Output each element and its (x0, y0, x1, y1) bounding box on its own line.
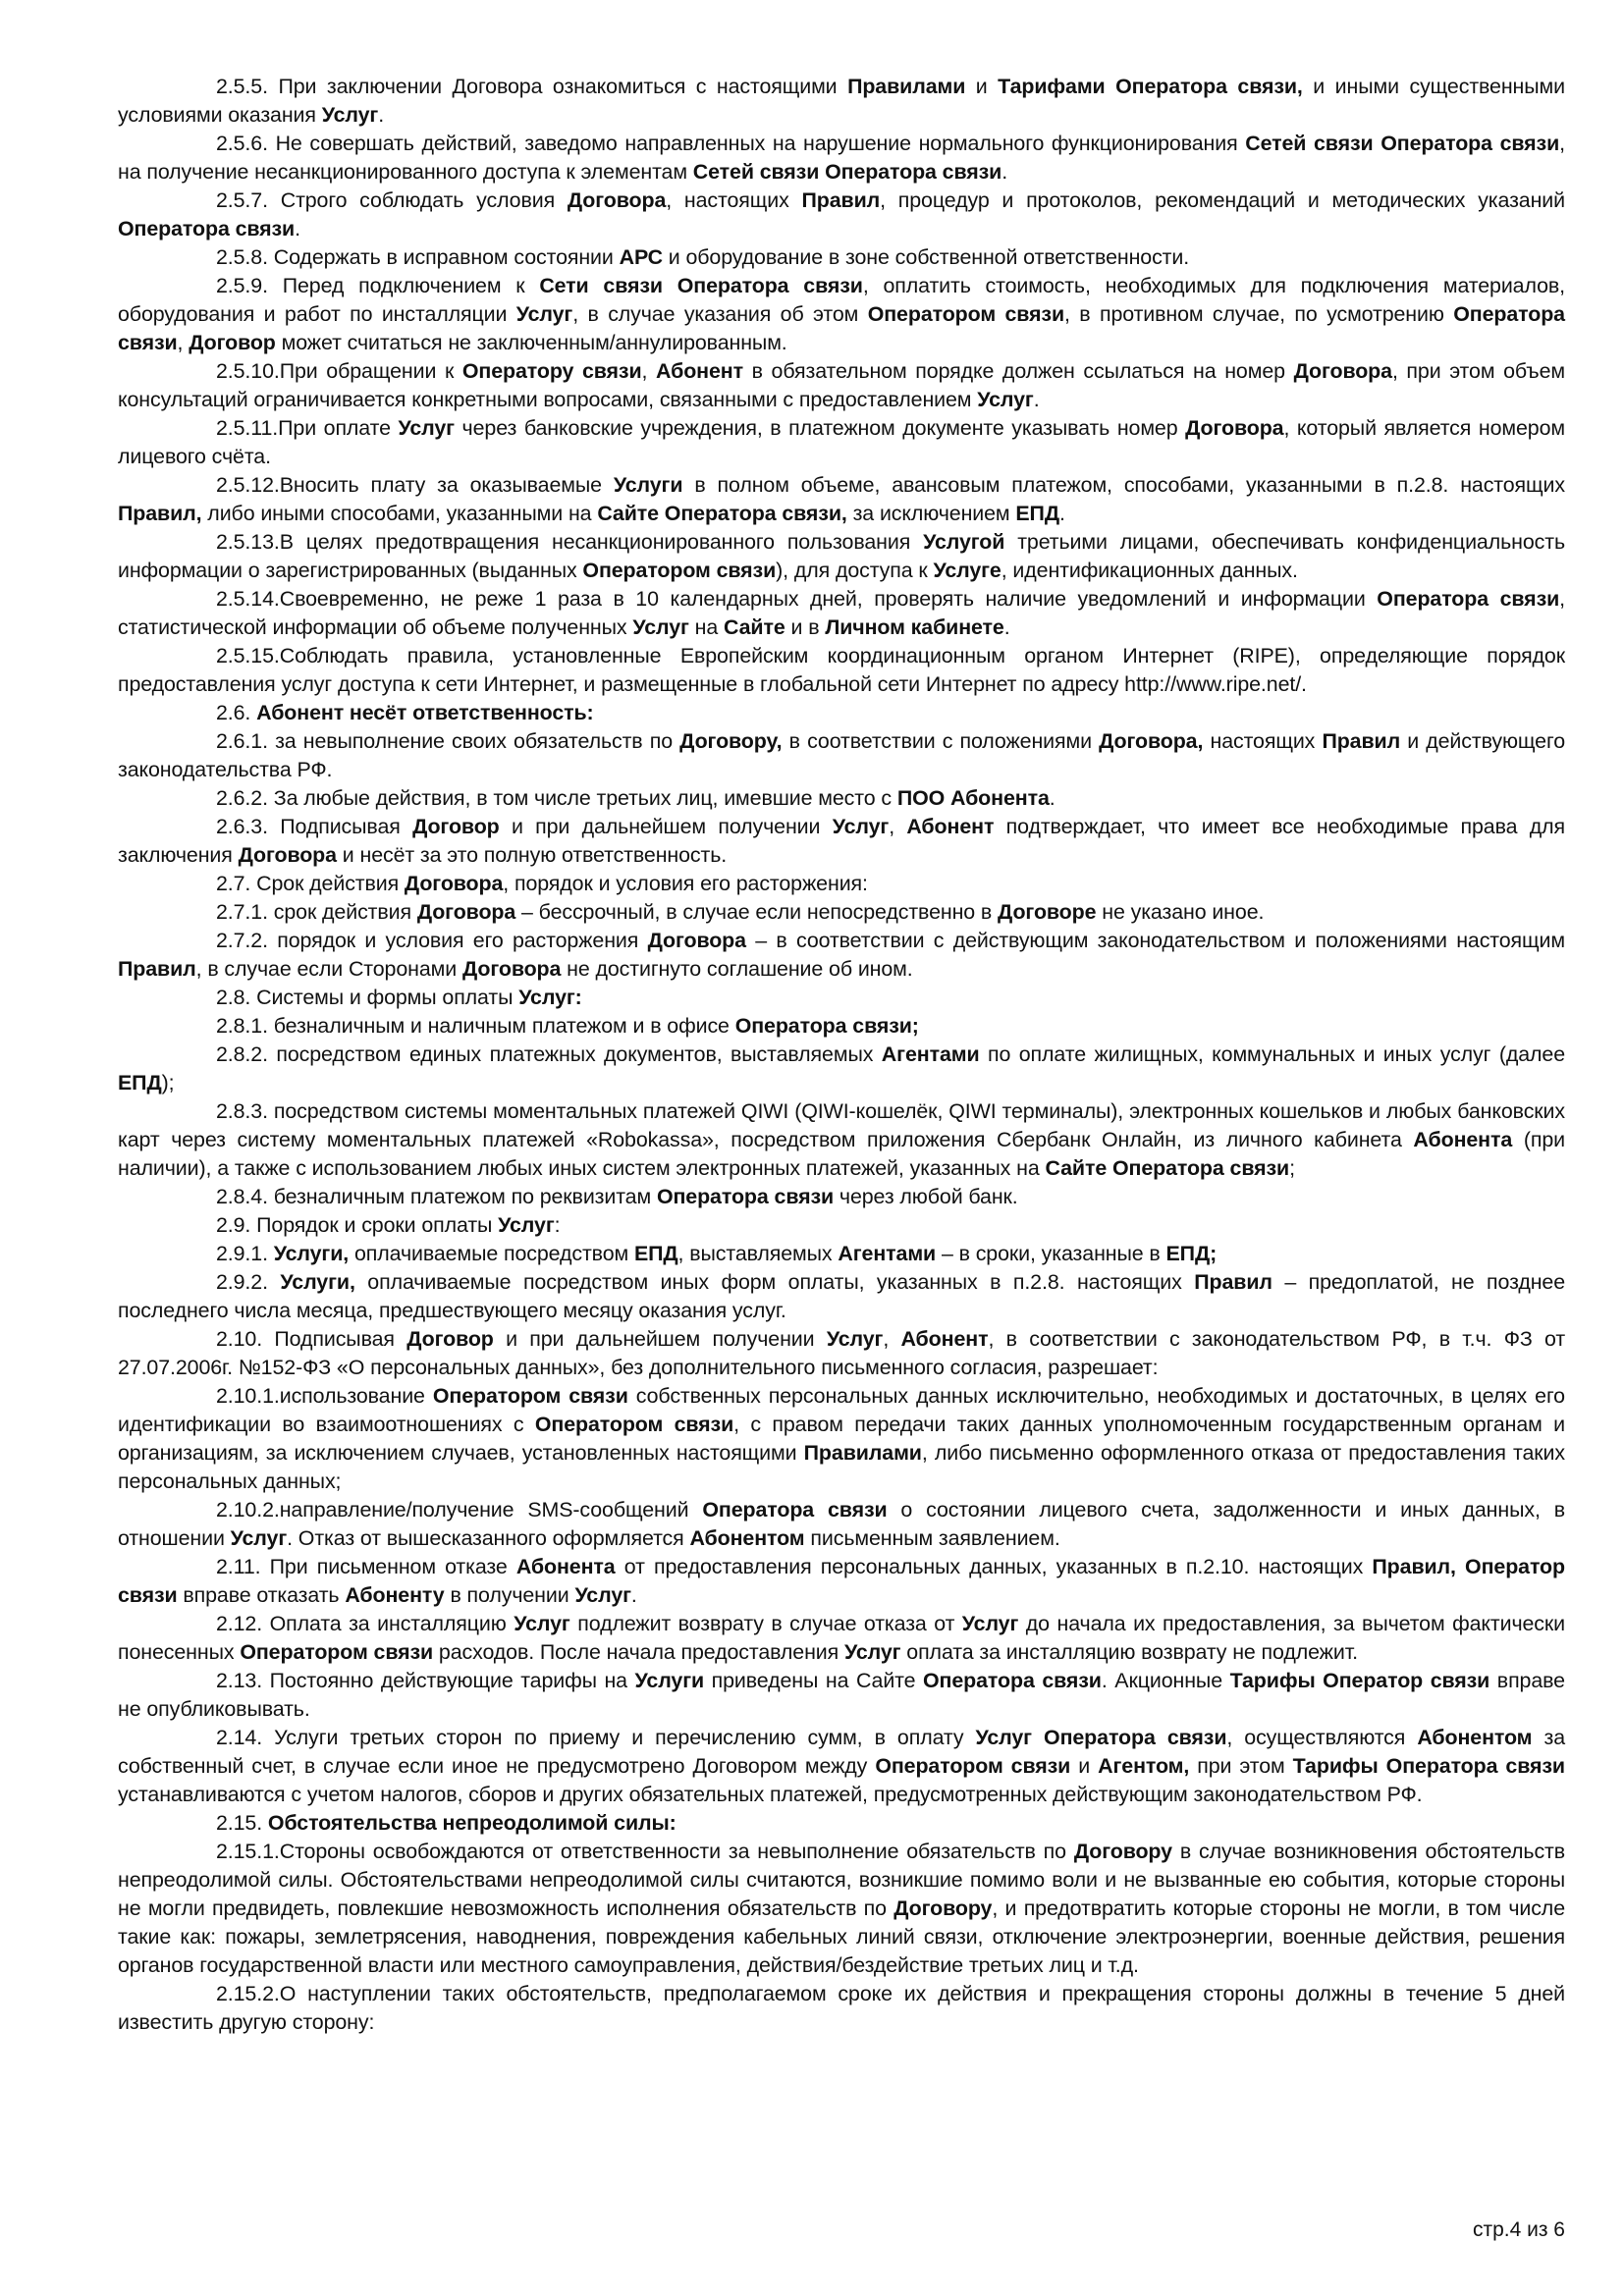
text-run: , настоящих (666, 188, 802, 212)
bold-term: Оператором связи (432, 1384, 628, 1408)
document-body (118, 73, 1565, 2037)
bold-term: Оператора связи (118, 302, 1565, 354)
text-run: 2.5.14.Своевременно, не реже 1 раза в 10 календарных дней, проверять наличие уведомлений и информации (216, 587, 1378, 611)
bold-term: Услуг (321, 103, 379, 127)
text-run: , на получение несанкционированного доступа к элементам (118, 132, 1565, 184)
bold-term: Абонент (656, 359, 743, 383)
bold-term: Услуг (826, 1327, 884, 1351)
bold-term: Сайте (724, 615, 785, 639)
paragraph (118, 1496, 1565, 1553)
paragraph (118, 1240, 1565, 1268)
bold-term: Оператору связи (461, 359, 642, 383)
paragraph (118, 528, 1565, 585)
bold-term: Оператором связи (582, 559, 777, 582)
paragraph (118, 1724, 1565, 1809)
text-run: . (1049, 786, 1056, 810)
text-run: 2.8.1. безналичным и наличным платежом и в офисе (216, 1014, 735, 1038)
bold-term: Оператором связи (867, 302, 1065, 326)
bold-term: Договору (893, 1896, 993, 1920)
text-run: и (965, 75, 999, 98)
paragraph (118, 1268, 1565, 1325)
paragraph (118, 1097, 1565, 1183)
text-run: 2.9. Порядок и сроки оплаты (216, 1213, 499, 1237)
text-run: не указано иное. (1096, 900, 1265, 924)
bold-term: Личном кабинете (825, 615, 1004, 639)
bold-term: Услуги (634, 1669, 705, 1692)
text-run: , в случае если Сторонами (195, 957, 462, 981)
paragraph (118, 1553, 1565, 1610)
text-run: . (1003, 615, 1010, 639)
text-run: 2.8. Системы и формы оплаты (216, 986, 519, 1009)
paragraph (118, 1325, 1565, 1382)
text-run: 2.5.5. При заключении Договора ознакомиться с настоящими (216, 75, 848, 98)
text-run: ); (161, 1071, 175, 1095)
bold-term: Услуг (574, 1583, 631, 1607)
bold-term: Обстоятельства непреодолимой силы: (267, 1811, 677, 1835)
text-run: – в соответствии с действующим законодательством и положениями настоящим (745, 929, 1565, 952)
bold-term: Абонент (906, 815, 995, 838)
text-run: – бессрочный, в случае если непосредственно в (515, 900, 999, 924)
bold-term: Абонент (900, 1327, 989, 1351)
text-run: вправе не опубликовывать. (118, 1669, 1565, 1721)
paragraph (118, 471, 1565, 528)
bold-term: Договора (1293, 359, 1392, 383)
text-run: 2.7. Срок действия (216, 872, 405, 895)
text-run: , и предотвратить которые стороны не могли, в том числе такие как: пожары, землетрясения, наводнения, повреждения кабельных линий связи, отключение электроэнергии, военные действия, решения органов государственной власти или местного самоуправления, действия/бездействие третьих лиц и т.д. (118, 1896, 1565, 1977)
text-run: , порядок и условия его расторжения: (503, 872, 868, 895)
text-run: 2.9.2. (216, 1270, 281, 1294)
text-run: , идентификационных данных. (1001, 559, 1298, 582)
paragraph (118, 1809, 1565, 1838)
bold-term: Агентами (881, 1042, 980, 1066)
paragraph (118, 699, 1565, 727)
text-run: – в сроки, указанные в (936, 1242, 1166, 1265)
text-run: . (1001, 160, 1008, 184)
text-run: , осуществляются (1226, 1726, 1418, 1749)
text-run: собственных персональных данных исключительно, необходимых и достаточных, в целях его идентификации во взаимоотношениях с (118, 1384, 1565, 1436)
text-run: оплата за инсталляцию возврату не подлежит. (900, 1640, 1358, 1664)
bold-term: Абонента (515, 1555, 616, 1578)
paragraph (118, 642, 1565, 699)
bold-term: Услуг: (518, 986, 582, 1009)
text-run: , (889, 815, 907, 838)
text-run: подлежит возврату в случае отказа от (569, 1612, 962, 1635)
bold-term: Оператора связи (1377, 587, 1560, 611)
text-run: 2.15.1.Стороны освобождаются от ответственности за невыполнение обязательств по (216, 1840, 1074, 1863)
page-number: стр.4 из 6 (1472, 2218, 1565, 2241)
bold-term: Абонентом (689, 1526, 805, 1550)
text-run: 2.8.3. посредством системы моментальных платежей QIWI (QIWI-кошелёк, QIWI терминалы), электронных кошельков и любых банковских карт через систему моментальных платежей «Robokassa», посредством приложения Сбербанк Онлайн, из личного кабинета (118, 1099, 1565, 1151)
text-run: до начала их предоставления, за вычетом фактически понесенных (118, 1612, 1565, 1664)
text-run: либо иными способами, указанными на (201, 502, 598, 525)
paragraph (118, 1183, 1565, 1211)
bold-term: Услугой (923, 530, 1005, 554)
text-run: в полном объеме, авансовым платежом, способами, указанными в п.2.8. настоящих (682, 473, 1565, 497)
paragraph (118, 727, 1565, 784)
bold-term: Правил (118, 957, 196, 981)
bold-term: Услуг (515, 302, 573, 326)
text-run: 2.6. (216, 701, 257, 724)
text-run: о состоянии лицевого счета, задолженности и иных данных, в отношении (118, 1498, 1565, 1550)
bold-term: Оператором связи (875, 1754, 1071, 1778)
text-run: и действующего законодательства РФ. (118, 729, 1565, 781)
bold-term: Услуг (977, 388, 1034, 411)
bold-term: ЕПД; (1165, 1242, 1218, 1265)
text-run: . (1033, 388, 1040, 411)
paragraph (118, 1610, 1565, 1667)
paragraph (118, 414, 1565, 471)
text-run: – предоплатой, не позднее последнего числа месяца, предшествующего месяцу оказания услуг. (118, 1270, 1566, 1322)
bold-term: Правилами (847, 75, 966, 98)
bold-term: Оператором связи (534, 1413, 734, 1436)
text-run: при этом (1189, 1754, 1293, 1778)
paragraph (118, 187, 1565, 243)
bold-term: ПОО Абонента (896, 786, 1050, 810)
bold-term: АРС (619, 245, 663, 269)
text-run: , (883, 1327, 901, 1351)
paragraph (118, 73, 1565, 130)
bold-term: Договора (567, 188, 667, 212)
text-run: 2.15. (216, 1811, 268, 1835)
text-run: и (1070, 1754, 1099, 1778)
text-run: не достигнуто соглашение об ином. (561, 957, 913, 981)
text-run: , с правом передачи таких данных уполномоченным государственным органам и организациям, за исключением случаев, установленных настоящими (118, 1413, 1565, 1465)
paragraph (118, 870, 1565, 898)
bold-term: Договора (1185, 416, 1284, 440)
text-run: . (630, 1583, 637, 1607)
text-run: , в случае указания об этом (572, 302, 868, 326)
bold-term: Сетей связи Оператора связи (692, 160, 1002, 184)
text-run: 2.12. Оплата за инсталляцию (216, 1612, 514, 1635)
text-run: вправе отказать (177, 1583, 346, 1607)
bold-term: Договор (189, 331, 276, 354)
text-run: ; (1289, 1156, 1295, 1180)
paragraph (118, 1980, 1565, 2037)
paragraph (118, 898, 1565, 927)
text-run: , статистической информации об объеме полученных (118, 587, 1565, 639)
bold-term: Абонент несёт ответственность: (256, 701, 594, 724)
bold-term: Договору (1073, 1840, 1172, 1863)
text-run: 2.9.1. (216, 1242, 274, 1265)
text-run: , либо письменно оформленного отказа от предоставления таких персональных данных; (118, 1441, 1565, 1493)
text-run: 2.5.10.При обращении к (216, 359, 462, 383)
bold-term: Оператора связи (702, 1498, 888, 1522)
bold-term: Абоненту (345, 1583, 445, 1607)
text-run: , в соответствии с законодательством РФ, в т.ч. ФЗ от 27.07.2006г. №152-ФЗ «О персональных данных», без дополнительного письменного согласия, разрешает: (118, 1327, 1566, 1379)
paragraph (118, 357, 1565, 414)
bold-term: Договора (416, 900, 516, 924)
text-run: 2.14. Услуги третьих сторон по приему и перечислению сумм, в оплату (216, 1726, 976, 1749)
text-run: 2.5.13.В целях предотвращения несанкционированного пользования (216, 530, 924, 554)
text-run: в обязательном порядке должен ссылаться на номер (742, 359, 1294, 383)
text-run: 2.7.1. срок действия (216, 900, 417, 924)
text-run: по оплате жилищных, коммунальных и иных услуг (далее (979, 1042, 1565, 1066)
bold-term: Правил, (118, 502, 202, 525)
bold-term: Услуг (398, 416, 455, 440)
text-run: 2.5.6. Не совершать действий, заведомо направленных на нарушение нормального функционирования (216, 132, 1246, 155)
text-run: , который является номером лицевого счёта. (118, 416, 1565, 468)
paragraph (118, 927, 1565, 984)
bold-term: Оператора связи (118, 217, 296, 240)
text-run: , (177, 331, 189, 354)
bold-term: Услуги, (273, 1242, 350, 1265)
text-run: в соответствии с положениями (782, 729, 1100, 753)
paragraph (118, 130, 1565, 187)
text-run: 2.10.2.направление/получение SMS-сообщений (216, 1498, 703, 1522)
paragraph (118, 1041, 1565, 1097)
bold-term: Правил, Оператор связи (118, 1555, 1565, 1607)
bold-term: Услуг (498, 1213, 555, 1237)
bold-term: Тарифами Оператора связи, (998, 75, 1303, 98)
text-run: и при дальнейшем получении (493, 1327, 827, 1351)
bold-term: Тарифы Оператора связи (1292, 1754, 1565, 1778)
paragraph (118, 1667, 1565, 1724)
text-run: 2.10.1.использование (216, 1384, 433, 1408)
text-run: 2.5.11.При оплате (216, 416, 399, 440)
bold-term: Агентами (838, 1242, 937, 1265)
text-run: в случае возникновения обстоятельств непреодолимой силы. Обстоятельствами непреодолимой силы считаются, возникшие помимо воли и не вызванные ею события, которые стороны не могли предвидеть, повлекшие невозможность исполнения обязательств по (118, 1840, 1566, 1920)
bold-term: Договоре (998, 900, 1097, 924)
text-run: ), для доступа к (776, 559, 934, 582)
paragraph (118, 813, 1565, 870)
paragraph (118, 784, 1565, 813)
text-run: и оборудование в зоне собственной ответственности. (662, 245, 1190, 269)
text-run: оплачиваемые посредством (349, 1242, 634, 1265)
text-run: . Акционные (1101, 1669, 1230, 1692)
text-run: в получении (444, 1583, 575, 1607)
text-run: расходов. После начала предоставления (433, 1640, 844, 1664)
bold-term: Правил (801, 188, 881, 212)
bold-term: Договора (404, 872, 504, 895)
bold-term: ЕПД (633, 1242, 678, 1265)
bold-term: Договор (406, 1327, 494, 1351)
text-run: и иными существенными условиями оказания (118, 75, 1565, 127)
text-run: , (641, 359, 657, 383)
text-run: приведены на Сайте (704, 1669, 924, 1692)
text-run: 2.10. Подписывая (216, 1327, 407, 1351)
text-run: 2.8.2. посредством единых платежных документов, выставляемых (216, 1042, 882, 1066)
bold-term: Агентом, (1098, 1754, 1190, 1778)
text-run: от предоставления персональных данных, указанных в п.2.10. настоящих (615, 1555, 1373, 1578)
text-run: оплачиваемые посредством иных форм оплаты, указанных в п.2.8. настоящих (354, 1270, 1195, 1294)
text-run: 2.5.15.Соблюдать правила, установленные Европейским координационным органом Интернет (RIPE), определяющие порядок предоставления услуг доступа к сети Интернет, и размещенные в глобальной сети Интернет по адресу http://www.ripe.net/. (118, 644, 1565, 696)
text-run: 2.6.1. за невыполнение своих обязательств по (216, 729, 680, 753)
bold-term: Услуге (933, 559, 1001, 582)
bold-term: Правил (1194, 1270, 1272, 1294)
paragraph (118, 1838, 1565, 1980)
text-run: 2.6.3. Подписывая (216, 815, 413, 838)
text-run: 2.5.12.Вносить плату за оказываемые (216, 473, 614, 497)
bold-term: Договор (412, 815, 500, 838)
text-run: . (1058, 502, 1065, 525)
text-run: . Отказ от вышесказанного оформляется (287, 1526, 690, 1550)
bold-term: Сайте Оператора связи (1045, 1156, 1290, 1180)
bold-term: Сайте Оператора связи, (597, 502, 847, 525)
bold-term: Услуг (832, 815, 890, 838)
text-run: за собственный счет, в случае если иное не предусмотрено Договором между (118, 1726, 1565, 1778)
bold-term: Услуг (843, 1640, 901, 1664)
text-run: 2.5.7. Строго соблюдать условия (216, 188, 568, 212)
bold-term: Сети связи Оператора связи (539, 274, 863, 297)
bold-term: Услуг (514, 1612, 570, 1635)
bold-term: Абонента (1413, 1128, 1513, 1151)
bold-term: Услуг (961, 1612, 1019, 1635)
text-run: 2.5.9. Перед подключением к (216, 274, 540, 297)
bold-term: Оператора связи (656, 1185, 835, 1208)
bold-term: Правилами (803, 1441, 922, 1465)
bold-term: ЕПД (118, 1071, 162, 1095)
paragraph (118, 585, 1565, 642)
bold-term: ЕПД (1015, 502, 1059, 525)
text-run: 2.13. Постоянно действующие тарифы на (216, 1669, 635, 1692)
text-run: 2.6.2. За любые действия, в том числе третьих лиц, имевшие место с (216, 786, 897, 810)
bold-term: Договора, (1099, 729, 1204, 753)
text-run: 2.8.4. безналичным платежом по реквизитам (216, 1185, 657, 1208)
text-run: и при дальнейшем получении (499, 815, 833, 838)
text-run: настоящих (1203, 729, 1323, 753)
text-run: за исключением (846, 502, 1016, 525)
bold-term: Услуги, (280, 1270, 355, 1294)
bold-term: Сетей связи Оператора связи (1245, 132, 1560, 155)
bold-term: Абонентом (1417, 1726, 1533, 1749)
text-run: , в противном случае, по усмотрению (1064, 302, 1454, 326)
paragraph (118, 243, 1565, 272)
text-run: 2.15.2.О наступлении таких обстоятельств, предполагаемом сроке их действия и прекращения стороны должны в течение 5 дней известить другую сторону: (118, 1982, 1565, 2034)
text-run: может считаться не заключенным/аннулированным. (275, 331, 787, 354)
paragraph (118, 1211, 1565, 1240)
text-run: на (688, 615, 725, 639)
text-run: и в (785, 615, 826, 639)
text-run: , процедур и протоколов, рекомендаций и методических указаний (880, 188, 1565, 212)
paragraph (118, 1012, 1565, 1041)
bold-term: Оператора связи (923, 1669, 1102, 1692)
bold-term: Услуг Оператора связи (975, 1726, 1227, 1749)
text-run: , при этом объем консультаций ограничивается конкретными вопросами, связанными с предоставлением (118, 359, 1565, 411)
bold-term: Договора (461, 957, 562, 981)
bold-term: Правил (1322, 729, 1401, 753)
text-run: , оплатить стоимость, необходимых для подключения материалов, оборудования и работ по инсталляции (118, 274, 1565, 326)
text-run: через любой банк. (834, 1185, 1018, 1208)
text-run: 2.5.8. Содержать в исправном состоянии (216, 245, 620, 269)
paragraph (118, 1382, 1565, 1496)
paragraph (118, 272, 1565, 357)
bold-term: Оператором связи (240, 1640, 434, 1664)
text-run: , выставляемых (677, 1242, 839, 1265)
bold-term: Оператора связи; (734, 1014, 919, 1038)
text-run: . (378, 103, 385, 127)
bold-term: Договору, (679, 729, 783, 753)
text-run: . (295, 217, 300, 240)
text-run: через банковские учреждения, в платежном документе указывать номер (454, 416, 1186, 440)
text-run: и несёт за это полную ответственность. (336, 843, 728, 867)
text-run: устанавливаются с учетом налогов, сборов и других обязательных платежей, предусмотренных действующим законодательством РФ. (118, 1783, 1423, 1806)
text-run: (при наличии), а также с использованием любых иных систем электронных платежей, указанных на (118, 1128, 1565, 1180)
text-run: третьими лицами, обеспечивать конфиденциальность информации о зарегистрированных (выданных (118, 530, 1565, 582)
text-run: : (554, 1213, 561, 1237)
text-run: письменным заявлением. (804, 1526, 1060, 1550)
bold-term: Услуг (230, 1526, 288, 1550)
text-run: 2.11. При письменном отказе (216, 1555, 516, 1578)
paragraph (118, 984, 1565, 1012)
bold-term: Тарифы Оператор связи (1229, 1669, 1490, 1692)
bold-term: Услуги (613, 473, 683, 497)
text-run: подтверждает, что имеет все необходимые права для заключения (118, 815, 1565, 867)
bold-term: Договора (647, 929, 746, 952)
bold-term: Договора (238, 843, 337, 867)
bold-term: Услуг (632, 615, 689, 639)
text-run: 2.7.2. порядок и условия его расторжения (216, 929, 648, 952)
